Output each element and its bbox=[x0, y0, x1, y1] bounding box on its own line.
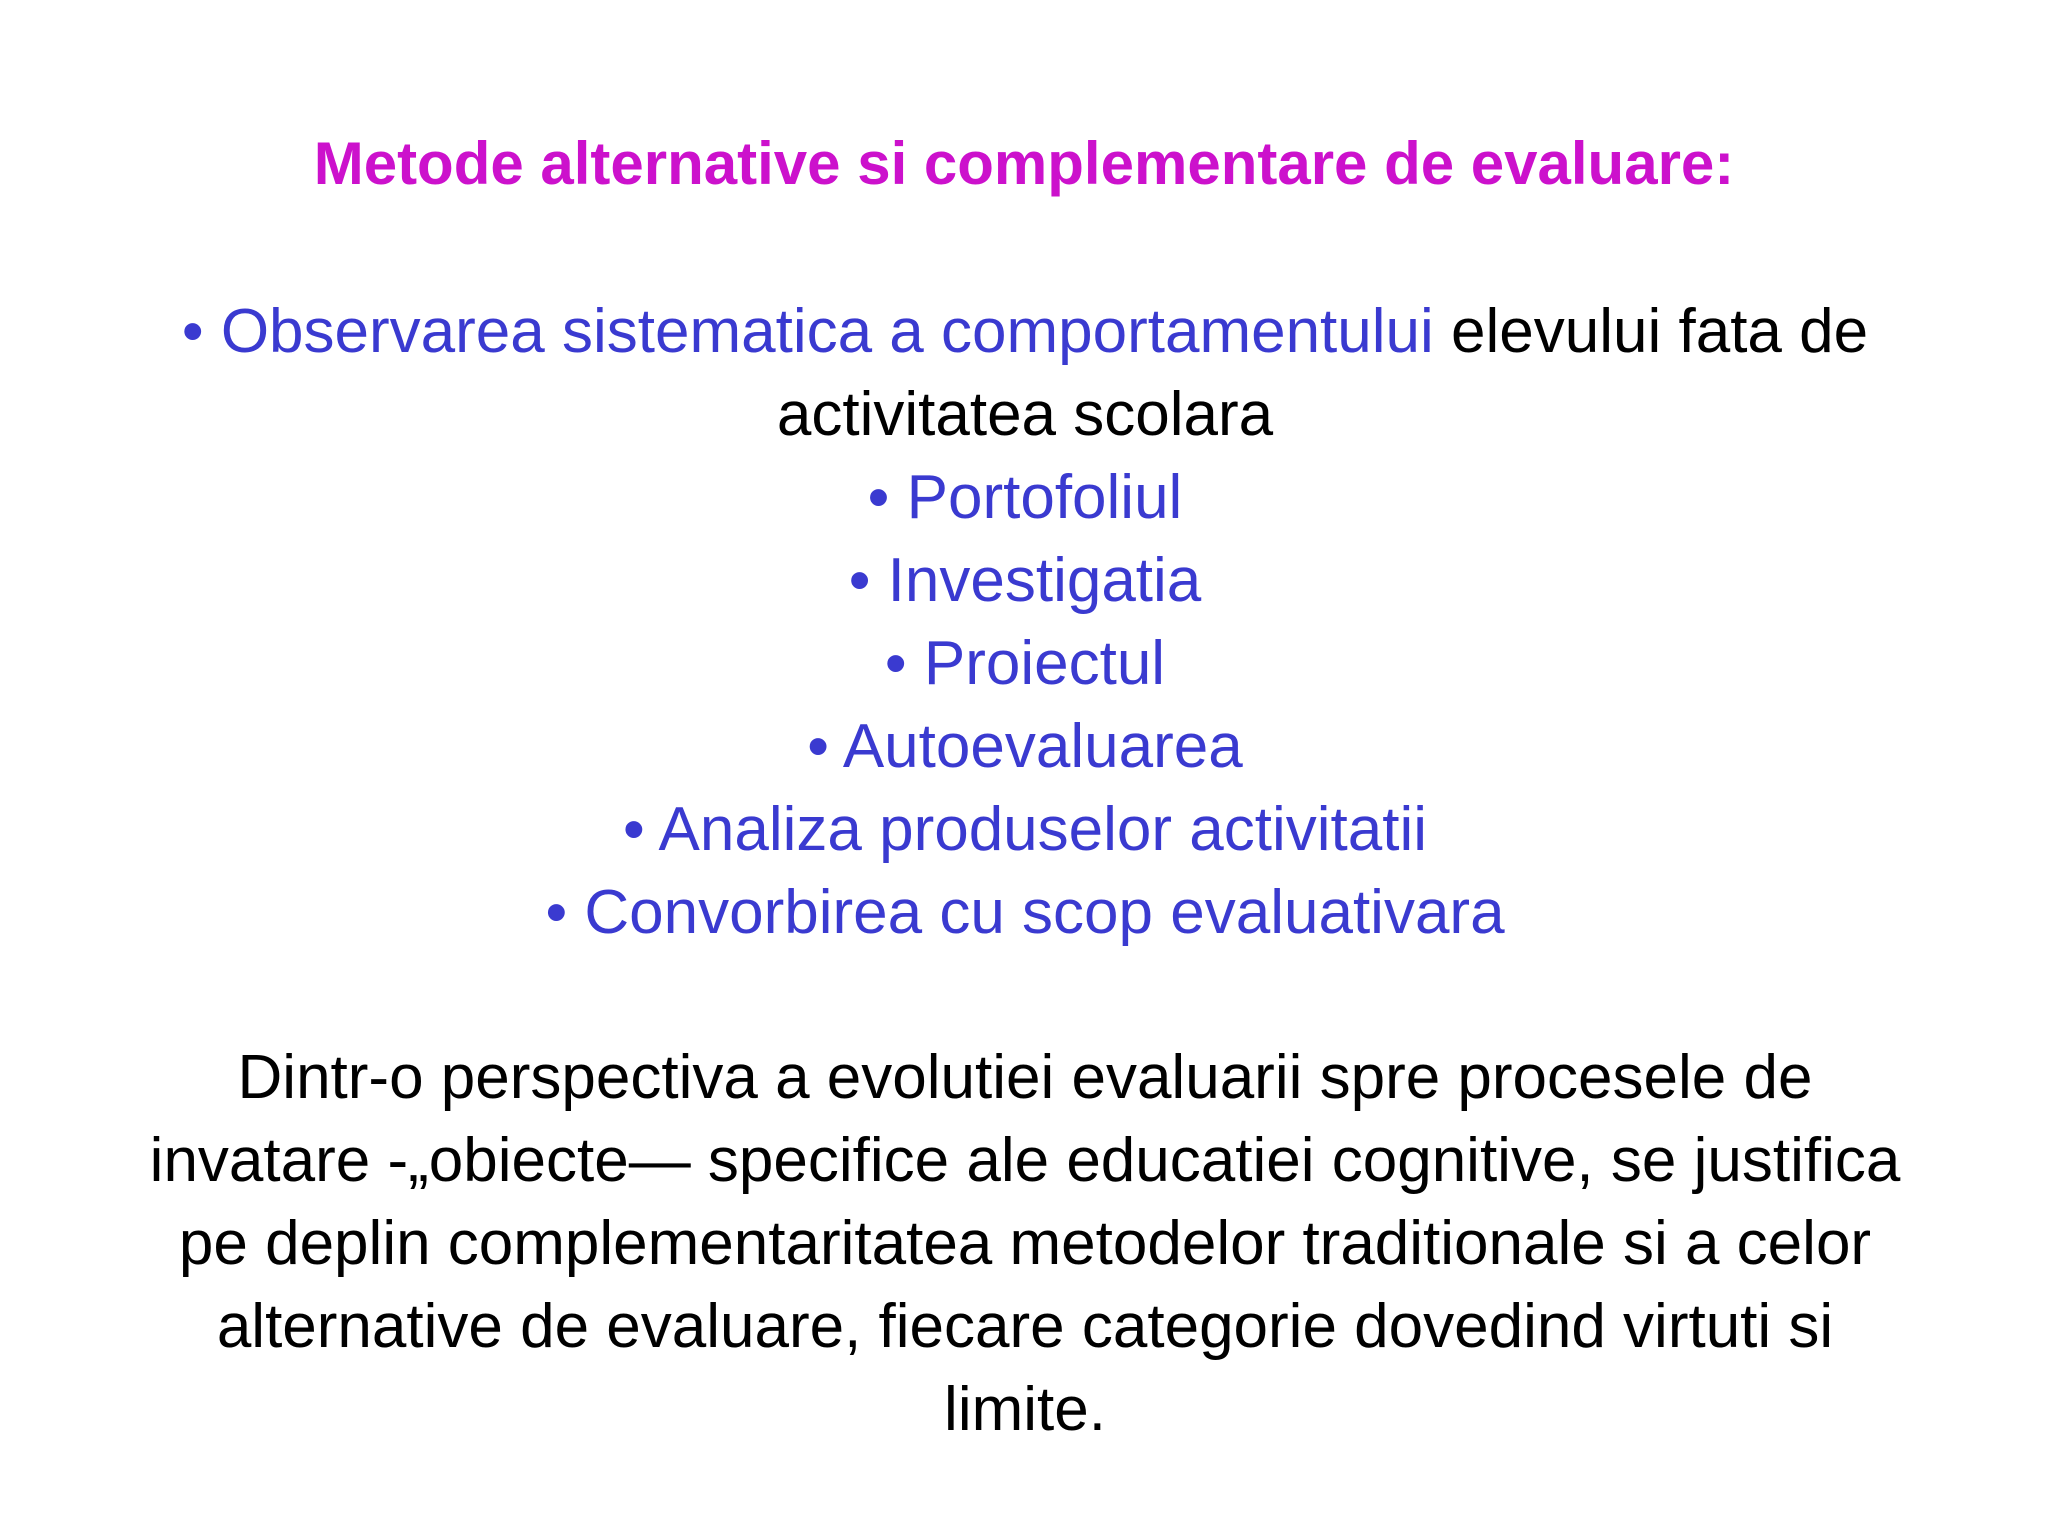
method-name: Observarea sistematica a comportamentului bbox=[220, 297, 1434, 366]
bullet-icon: • bbox=[181, 297, 204, 366]
bullet-icon: • bbox=[848, 546, 871, 615]
conclusion-paragraph: Dintr-o perspectiva a evolutiei evaluarii spre procesele de invatare -„obiecte— specifice ale educatiei cognitive, se justifica pe deplin complementaritatea metodelor traditionale si a celor alternative de evaluare, fiecare categorie dovedind virtuti si limite. bbox=[149, 1043, 1901, 1444]
method-item bbox=[130, 622, 1920, 705]
method-name: Autoevaluarea bbox=[842, 712, 1243, 781]
method-name: Investigatia bbox=[887, 546, 1202, 615]
bullet-icon: • bbox=[884, 629, 907, 698]
methods-list bbox=[130, 290, 1920, 954]
method-description: elevului fata de activitatea scolara bbox=[776, 297, 1869, 449]
method-name: Portofoliul bbox=[906, 463, 1183, 532]
method-name: Proiectul bbox=[923, 629, 1166, 698]
method-name: Analiza produselor activitatii bbox=[658, 795, 1428, 864]
bullet-icon: • bbox=[807, 712, 830, 781]
method-item bbox=[130, 539, 1920, 622]
bullet-icon: • bbox=[545, 878, 568, 947]
method-item bbox=[130, 871, 1920, 954]
method-item bbox=[130, 705, 1920, 788]
method-item bbox=[130, 290, 1920, 456]
slide-title: Metode alternative si complementare de evaluare: bbox=[313, 130, 1735, 197]
method-item bbox=[130, 788, 1920, 871]
method-name: Convorbirea cu scop evaluativara bbox=[584, 878, 1505, 947]
bullet-icon: • bbox=[622, 795, 645, 864]
method-item bbox=[130, 456, 1920, 539]
bullet-icon: • bbox=[867, 463, 890, 532]
